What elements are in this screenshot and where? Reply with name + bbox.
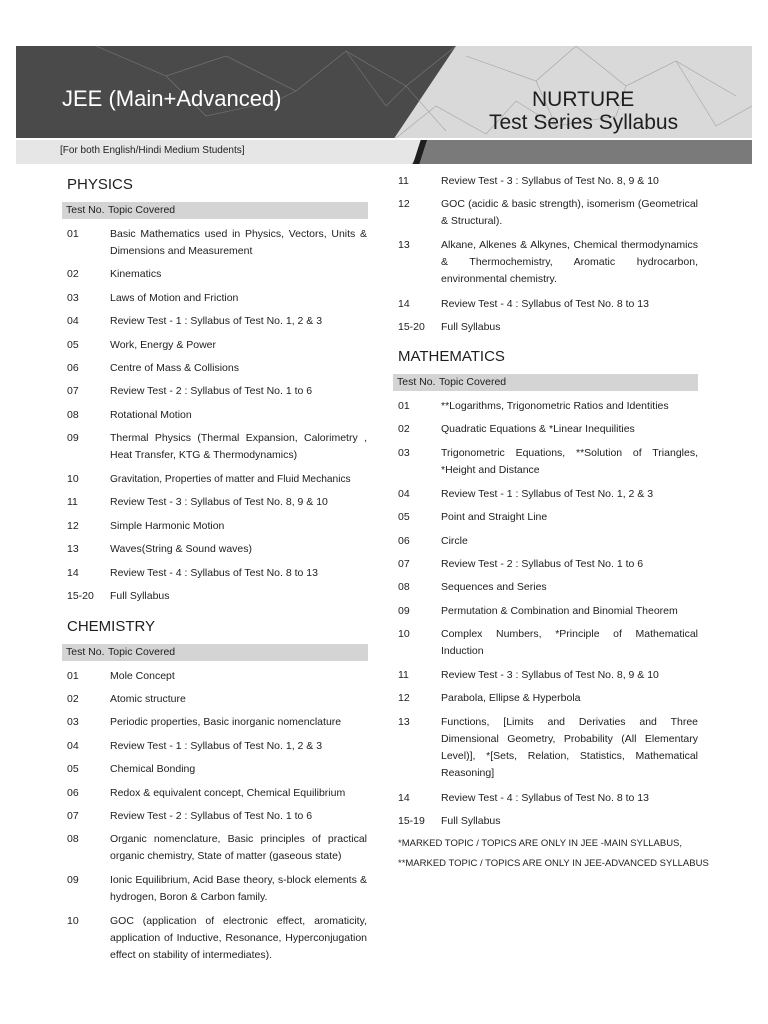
header-test-no: Test No. xyxy=(66,204,105,216)
chemistry-table-header xyxy=(62,644,368,661)
topic: Parabola, Ellipse & Hyperbola xyxy=(441,692,581,704)
test-no: 10 xyxy=(67,473,79,485)
test-no: 04 xyxy=(398,488,410,500)
test-no: 07 xyxy=(67,810,79,822)
test-no: 04 xyxy=(67,740,79,752)
topic: Review Test - 1 : Syllabus of Test No. 1, 2 & 3 xyxy=(441,488,654,500)
test-no: 12 xyxy=(398,692,410,704)
topic: Thermal Physics (Thermal Expansion, Calorimetry , Heat Transfer, KTG & Thermodynamics) xyxy=(110,432,367,461)
test-no: 05 xyxy=(398,511,410,523)
medium-note: [For both English/Hindi Medium Students] xyxy=(60,145,245,156)
topic: Laws of Motion and Friction xyxy=(110,292,239,304)
topic: Permutation & Combination and Binomial Theorem xyxy=(441,605,678,617)
series-subtitle: Test Series Syllabus xyxy=(489,111,679,134)
topic: Review Test - 1 : Syllabus of Test No. 1, 2 & 3 xyxy=(110,315,323,327)
topic: Gravitation, Properties of matter and Fluid Mechanics xyxy=(110,474,351,485)
header-topic: Topic Covered xyxy=(108,204,176,216)
test-no: 14 xyxy=(398,792,410,804)
test-no: 08 xyxy=(67,833,79,845)
topic: Review Test - 4 : Syllabus of Test No. 8 to 13 xyxy=(441,792,649,804)
test-no: 05 xyxy=(67,763,79,775)
note-jee-advanced: **MARKED TOPIC / TOPICS ARE ONLY IN JEE-ADVANCED SYLLABUS xyxy=(398,858,709,869)
test-no: 08 xyxy=(67,409,79,421)
topic: Chemical Bonding xyxy=(110,763,196,775)
test-no: 10 xyxy=(67,915,79,927)
test-no: 09 xyxy=(67,432,79,444)
test-no: 03 xyxy=(67,716,79,728)
topic: Review Test - 2 : Syllabus of Test No. 1 to 6 xyxy=(441,558,644,570)
topic: Work, Energy & Power xyxy=(110,339,217,351)
test-no: 15-19 xyxy=(398,815,425,827)
header-test-no: Test No. xyxy=(397,376,436,388)
topic: Review Test - 4 : Syllabus of Test No. 8 to 13 xyxy=(441,298,649,310)
header-banner xyxy=(16,46,752,138)
test-no: 06 xyxy=(398,535,410,547)
test-no: 01 xyxy=(67,670,79,682)
physics-table-header xyxy=(62,202,368,219)
header-topic: Topic Covered xyxy=(108,646,176,658)
topic: Review Test - 3 : Syllabus of Test No. 8, 9 & 10 xyxy=(110,496,328,508)
test-no: 11 xyxy=(398,175,409,187)
test-no: 01 xyxy=(67,228,79,240)
topic: Review Test - 1 : Syllabus of Test No. 1, 2 & 3 xyxy=(110,740,323,752)
topic: Mole Concept xyxy=(110,670,175,682)
series-title: NURTURE xyxy=(532,88,635,111)
test-no: 02 xyxy=(67,693,79,705)
test-no: 05 xyxy=(67,339,79,351)
chemistry-title: CHEMISTRY xyxy=(67,618,156,635)
test-no: 11 xyxy=(67,496,78,508)
test-no: 08 xyxy=(398,581,410,593)
topic: GOC (acidic & basic strength), isomerism (Geometrical & Structural). xyxy=(441,198,698,227)
test-no: 15-20 xyxy=(398,321,425,333)
test-no: 02 xyxy=(398,423,410,435)
topic: Rotational Motion xyxy=(110,409,192,421)
physics-title: PHYSICS xyxy=(67,176,133,193)
topic: Review Test - 3 : Syllabus of Test No. 8, 9 & 10 xyxy=(441,175,659,187)
topic: Waves(String & Sound waves) xyxy=(110,543,253,555)
subtitle-bar-dark-segment xyxy=(412,140,752,164)
topic: Redox & equivalent concept, Chemical Equilibrium xyxy=(110,787,346,799)
test-no: 10 xyxy=(398,628,410,640)
topic: **Logarithms, Trigonometric Ratios and Identities xyxy=(441,400,669,412)
mathematics-table-header xyxy=(393,374,698,391)
test-no: 13 xyxy=(67,543,79,555)
test-no: 03 xyxy=(67,292,79,304)
test-no: 12 xyxy=(67,520,79,532)
topic: Review Test - 3 : Syllabus of Test No. 8, 9 & 10 xyxy=(441,669,659,681)
test-no: 01 xyxy=(398,400,410,412)
topic: Full Syllabus xyxy=(441,815,501,827)
header-test-no: Test No. xyxy=(66,646,105,658)
topic: Organic nomenclature, Basic principles of practical organic chemistry, State of matter (gaseous state) xyxy=(110,833,367,862)
topic: Sequences and Series xyxy=(441,581,547,593)
topic: Complex Numbers, *Principle of Mathematical Induction xyxy=(441,628,698,657)
mathematics-title: MATHEMATICS xyxy=(398,348,505,365)
test-no: 06 xyxy=(67,787,79,799)
topic: Atomic structure xyxy=(110,693,186,705)
test-no: 09 xyxy=(67,874,79,886)
test-no: 02 xyxy=(67,268,79,280)
topic: Centre of Mass & Collisions xyxy=(110,362,239,374)
topic: Kinematics xyxy=(110,268,162,280)
test-no: 14 xyxy=(67,567,79,579)
topic: Quadratic Equations & *Linear Inequilities xyxy=(441,423,635,435)
topic: Trigonometric Equations, **Solution of Triangles, *Height and Distance xyxy=(441,447,698,476)
test-no: 13 xyxy=(398,716,410,728)
test-no: 09 xyxy=(398,605,410,617)
topic: Basic Mathematics used in Physics, Vectors, Units & Dimensions and Measurement xyxy=(110,228,367,257)
topic: Review Test - 4 : Syllabus of Test No. 8 to 13 xyxy=(110,567,318,579)
topic: Review Test - 2 : Syllabus of Test No. 1 to 6 xyxy=(110,810,313,822)
topic: Simple Harmonic Motion xyxy=(110,520,225,532)
topic: Ionic Equilibrium, Acid Base theory, s-block elements & hydrogen, Boron & Carbon family. xyxy=(110,874,367,903)
topic: Review Test - 2 : Syllabus of Test No. 1 to 6 xyxy=(110,385,313,397)
test-no: 15-20 xyxy=(67,590,94,602)
test-no: 14 xyxy=(398,298,410,310)
test-no: 07 xyxy=(398,558,410,570)
header-topic: Topic Covered xyxy=(439,376,507,388)
topic: Full Syllabus xyxy=(110,590,170,602)
test-no: 12 xyxy=(398,198,410,210)
test-no: 07 xyxy=(67,385,79,397)
topic: Alkane, Alkenes & Alkynes, Chemical thermodynamics & Thermochemistry, Aromatic hydrocarbon, environmental chemistry. xyxy=(441,239,698,285)
note-jee-main: *MARKED TOPIC / TOPICS ARE ONLY IN JEE -MAIN SYLLABUS, xyxy=(398,838,683,849)
test-no: 04 xyxy=(67,315,79,327)
test-no: 13 xyxy=(398,239,410,251)
topic: Point and Straight Line xyxy=(441,511,548,523)
topic: Circle xyxy=(441,535,468,547)
topic: Functions, [Limits and Derivaties and Three Dimensional Geometry, Probability (All Elementary Level)], *[Sets, Relation, Statistics, Mathematical Reasoning] xyxy=(441,716,698,779)
test-no: 06 xyxy=(67,362,79,374)
test-no: 03 xyxy=(398,447,410,459)
topic: GOC (application of electronic effect, aromaticity, application of Inductive, Resonance, Hyperconjugation effect on stability of intermediates). xyxy=(110,915,367,961)
topic: Full Syllabus xyxy=(441,321,501,333)
program-title: JEE (Main+Advanced) xyxy=(62,86,282,111)
test-no: 11 xyxy=(398,669,409,681)
topic: Periodic properties, Basic inorganic nomenclature xyxy=(110,716,342,728)
